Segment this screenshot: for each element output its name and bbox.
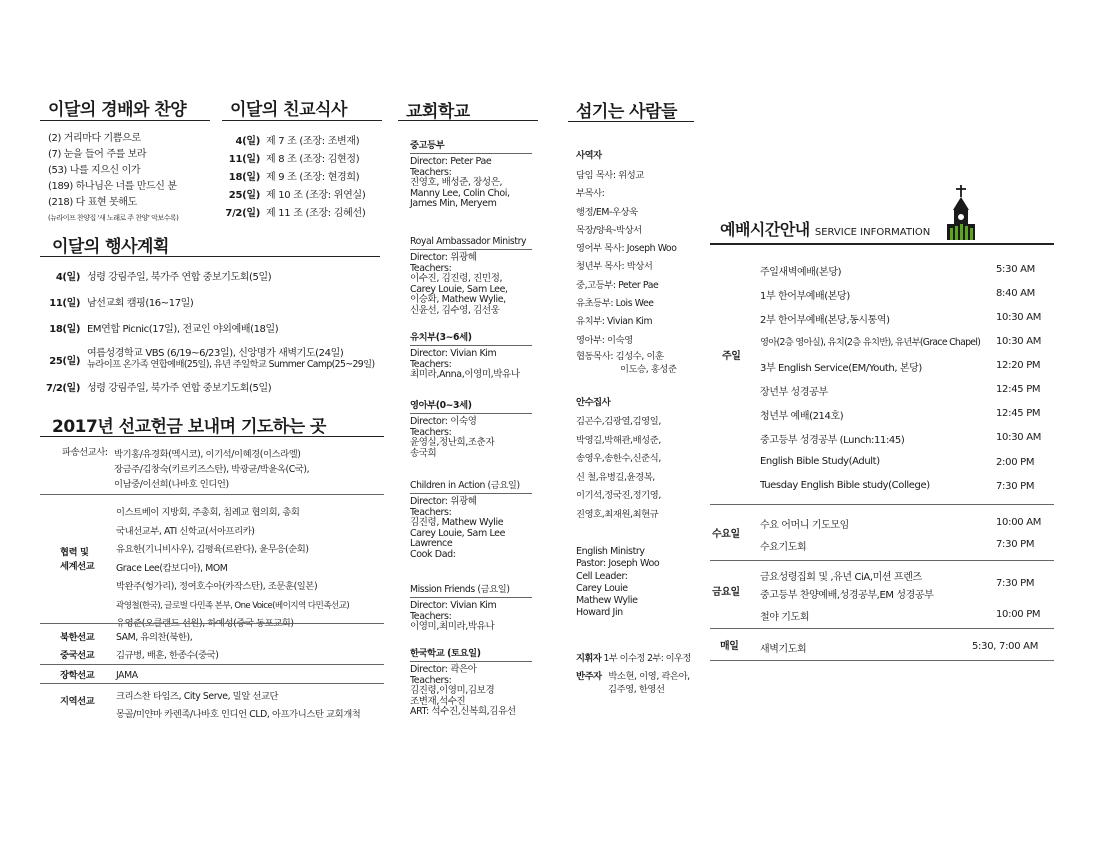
event-text: 뉴라이프 온가족 연합예배(25일), 유년 주일학교 Summer Camp(25~29일) [87,359,375,370]
em-line: Pastor: Joseph Woo [576,558,660,570]
event-text: 성령 강림주일, 북가주 연합 중보기도회(5일) [87,272,272,283]
events-rule [40,256,380,257]
mission-line: 이남중/이선희(나바호 인디언) [114,479,229,490]
school-line: Carey Louie, Sam Lee [410,527,506,539]
service-rule [710,243,1054,245]
school-dept-lines [410,497,505,561]
service-name: 3부 English Service(EM/Youth, 본당) [760,363,922,374]
fellowship-date: 18(일) [228,172,260,183]
school-line: Lawrence [410,538,453,550]
service-time: 2:00 PM [996,457,1035,468]
fellowship-row [222,169,365,187]
school-dept-name: Mission Friends (금요일) [410,584,510,595]
songbook-note: (뉴라이프 찬양집 '새 노래로 주 찬양' 악보수록) [48,214,179,222]
accompanist-value: 박소현, 이영, 곽은아, [608,671,690,682]
school-dept [410,648,532,718]
school-line: 윤영실,정난희,조춘자 [410,437,495,449]
service-time: 10:30 AM [996,432,1042,443]
mission-line: JAMA [116,670,138,681]
event-date: 11(일) [49,298,80,309]
event-row [40,294,375,320]
conductor-value: 1부 이수정 2부: 이우정 [603,653,691,664]
event-date: 7/2(일) [46,382,80,394]
school-line: Director: 위광혜 [410,496,477,507]
mission-line: 박완주(헝가리), 정여호수아(카작스탄), 조문훈(일본) [116,581,318,592]
school-line: Teachers: [410,166,452,178]
fellowship-group: 제 7 조 (조장: 조변재) [266,136,360,147]
school-line: 김진령,이영미,김보경 [410,685,495,697]
servants-title: 섬기는 사람들 [576,102,677,122]
school-title: 교회학교 [406,102,470,122]
school-line: 이수진, 김진령, 진민정, [410,273,503,285]
event-text: 성령 강림주일, 북가주 연합 중보기도회(5일) [87,382,272,394]
staff-line: 중,고등부: Peter Pae [576,279,659,291]
service-time: 12:20 PM [996,360,1041,371]
school-dept-name: 영아부(0~3세) [410,400,472,411]
fellowship-row [222,205,365,223]
song-item: (2) 거리마다 기쁨으로 [48,133,141,144]
friday-label: 금요일 [712,587,740,598]
mission-lines [114,447,309,492]
mission-divider [40,623,384,624]
school-line: 김진령, Mathew Wylie [410,517,504,529]
school-line: Director: Vivian Kim [410,348,497,359]
service-name: 수요 어머니 기도모임 [760,520,849,531]
service-divider [710,660,1054,661]
em-line: Howard Jin [576,607,623,619]
em-line: Cell Leader: [576,570,628,582]
event-text: EM연합 Picnic(17일), 전교인 야외예배(18일) [87,324,279,335]
event-text: 남선교회 캠핑(16~17일) [87,298,194,309]
mission-line: 곽영철(한국), 글로벌 다민족 본부, One Voice(베이지역 다민족선교) [116,600,350,611]
service-time: 5:30, 7:00 AM [972,641,1039,652]
elder-line: 이기석,정국진,정기영, [576,490,661,502]
service-time: 10:30 AM [996,312,1042,323]
fellowship-date: 25(일) [228,190,260,201]
mission-line: 크리스찬 타임즈, City Serve, 밀알 선교단 [116,691,279,702]
fellowship-group: 제 10 조 (조장: 위연실) [266,190,366,201]
service-divider [710,628,1054,629]
school-dept-name: Royal Ambassador Ministry [410,236,527,247]
school-line: 조변재,석수진 [410,695,466,707]
worship-song-list [48,131,177,211]
school-dept-divider [410,597,532,598]
school-dept-lines [410,253,508,317]
school-dept-lines [410,417,494,459]
school-line: 최미라,Anna,이영미,박유나 [410,369,520,381]
school-rule [398,120,538,121]
service-divider [710,504,1054,505]
school-dept-name: 유치부(3~6세) [410,332,472,343]
school-dept [410,480,532,584]
mission-label-line: 중국선교 [60,650,95,661]
service-name: 장년부 성경공부 [760,387,828,398]
mission-label: 파송선교사: [62,447,108,458]
staff-line: 부목사: [576,188,605,200]
mission-label: 장학선교 [60,670,95,681]
staff-line: 이도승, 홍성준 [620,363,677,375]
school-dept-lines [410,601,496,633]
song-item: (218) 다 표현 못해도 [48,197,137,208]
event-text: 여름성경학교 VBS (6/19~6/23일), 신앙명가 새벽기도(24일) [87,348,344,359]
mission-lines [116,629,218,665]
staff-line: 담임 목사: 위성교 [576,170,644,181]
mission-label-line: 세계선교 [60,561,95,572]
school-line: Teachers: [410,358,452,370]
staff-line: 청년부 목사: 박상서 [576,261,653,273]
school-line: Teachers: [410,426,452,438]
school-dept [410,584,532,648]
fellowship-row [222,187,365,205]
school-dept-divider [410,345,532,346]
service-time: 7:30 PM [996,578,1035,589]
elder-line: 진영호,최재원,최현규 [576,508,659,520]
school-dept-divider [410,249,532,250]
school-line: 진영호, 배성준, 장성은, [410,177,503,189]
service-time: 12:45 PM [996,408,1041,419]
school-line: Director: Peter Pae [410,156,492,167]
mission-line: 유영준(오클랜드 선원), 하예성(중국 동포교회) [116,618,294,629]
service-name: 주일새벽예배(본당) [760,267,842,278]
school-line: Teachers: [410,674,452,686]
school-line: James Min, Meryem [410,198,497,210]
school-dept-divider [410,153,532,154]
mission-label [60,629,94,665]
conductor-label: 지휘자 [576,653,602,664]
song-item: (189) 하나님은 너를 만드신 분 [48,181,177,192]
service-name: 중고등부 성경공부 (Lunch:11:45) [760,435,905,446]
school-dept-lines [410,665,516,718]
mission-divider [40,664,384,665]
daily-label: 매일 [720,641,739,652]
mission-line: 장금주/김창숙(키르키즈스탄), 박광균/박윤옥(C국), [114,464,310,475]
mission-line: 몽골/미얀마 카렌족/나바호 인디언 CLD, 아프가니스탄 교회개척 [116,709,361,720]
mission-label-line: 북한선교 [60,632,95,643]
em-line: English Ministry [576,546,645,557]
mission-label: 지역선교 [60,696,95,707]
sunday-label: 주일 [722,351,741,362]
school-line: Director: Vivian Kim [410,600,497,611]
worship-title: 이달의 경배와 찬양 [48,100,187,120]
school-line: 송국희 [410,447,437,459]
school-dept [410,236,532,332]
service-name: 철야 기도회 [760,612,810,623]
mission-line: 박기홍/유경화(멕시코), 이기석/이혜경(이스라엘) [114,449,301,460]
service-time: 5:30 AM [996,264,1036,275]
school-line: 신윤선, 김수영, 김선웅 [410,304,500,316]
school-line: Teachers: [410,610,452,622]
service-title-en: SERVICE INFORMATION [814,227,931,238]
school-line: Teachers: [410,506,452,518]
school-line: ART: 석수진,신복희,김유선 [410,706,516,718]
song-item: (53) 나를 지으신 이가 [48,165,141,176]
staff-line: 유치부: Vivian Kim [576,316,653,328]
event-row [40,268,375,294]
school-dept-name: 중고등부 [410,140,445,151]
staff-line: 영어부 목사: Joseph Woo [576,243,677,255]
mission-line: 유요한(기니비사우), 김평육(르완다), 윤무응(순회) [116,544,309,555]
english-ministry [576,546,659,620]
mission-line: 김규병, 배훈, 한종수(중국) [116,650,219,661]
fellowship-date: 11(일) [228,154,260,165]
worship-rule [40,120,210,121]
school-line: Teachers: [410,262,452,274]
service-time: 8:40 AM [996,288,1036,299]
fellowship-group: 제 11 조 (조장: 김혜선) [266,208,366,219]
events-table [40,268,375,398]
elder-line: 박영길,박해관,배성준, [576,434,661,446]
service-time: 10:00 PM [996,609,1041,620]
fellowship-group: 제 9 조 (조장: 현경희) [266,172,360,183]
school-line: Director: 이숙영 [410,416,477,427]
service-name: 금요성령집회 및 ,유년 CiA,미션 프렌즈 [760,572,922,583]
service-name: 중고등부 찬양예배,성경공부,EM 성경공부 [760,590,934,601]
mission-line: Grace Lee(캄보디아), MOM [116,562,228,574]
staff-line: 목장/양육-박상서 [576,224,642,236]
school-dept-divider [410,661,532,662]
event-date: 4(일) [55,272,80,283]
service-name: 영아(2층 영아실), 유치(2층 유치반), 유년부(Grace Chapel) [760,337,981,348]
accompanist-label: 반주자 [576,671,602,682]
elders-heading: 안수집사 [576,397,611,408]
service-name: 새벽기도회 [760,644,807,655]
fellowship-row [222,151,365,169]
fellowship-table [222,133,365,223]
school-line: Director: 곽은아 [410,664,477,675]
em-line: Carey Louie [576,582,628,594]
song-item: (7) 눈을 들어 주를 보라 [48,149,147,160]
service-time: 10:00 AM [996,517,1042,528]
mission-line: 국내선교부, ATI 신학교(서아프리카) [116,525,255,537]
service-time: 7:30 PM [996,539,1035,550]
accompanist-line: 김주영, 한영선 [608,684,665,695]
staff-line: 영아부: 이숙영 [576,334,633,346]
event-row [40,344,375,374]
service-name: Tuesday English Bible study(College) [760,480,930,491]
accompanist-row [576,671,690,682]
missions-rule [40,436,384,437]
staff-line: 행정/EM-우상욱 [576,206,638,218]
conductor-row [576,653,691,664]
school-line: Carey Louie, Sam Lee, [410,283,508,295]
service-name: 수요기도회 [760,542,807,553]
school-dept-lines [410,349,520,381]
elder-line: 신 철,유병길,윤경복, [576,471,655,483]
school-line: Director: 위광혜 [410,252,477,263]
mission-divider [40,683,384,684]
school-dept-divider [410,413,532,414]
school-dept-lines [410,157,510,210]
school-line: 이승화, Mathew Wylie, [410,294,506,306]
elder-line: 김곤수,김광열,김영일, [576,416,661,427]
mission-line: 이스트베이 지방회, 주총회, 침례교 협의회, 총회 [116,507,300,518]
mission-lines [116,504,349,634]
event-row [40,320,375,344]
mission-lines [116,688,360,724]
school-dept [410,400,532,480]
missions-title: 2017년 선교헌금 보내며 기도하는 곳 [52,417,326,437]
elder-line: 송영우,송한수,신준식, [576,453,661,465]
school-dept-name: 한국학교 (토요일) [410,648,481,659]
event-date: 18(일) [49,324,80,335]
staff-heading: 사역자 [576,150,602,161]
elders-list [576,413,661,525]
school-dept-divider [410,493,532,494]
fellowship-date: 4(일) [235,136,260,147]
staff-line: 협동목사: 김성수, 이훈 [576,350,664,362]
servants-rule [568,121,694,122]
school-line: Manny Lee, Colin Choi, [410,187,510,199]
event-row [40,374,375,398]
service-name: 청년부 예배(214호) [760,411,844,422]
church-icon [943,184,979,242]
wednesday-label: 수요일 [712,529,740,540]
school-dept [410,332,532,400]
events-title: 이달의 행사계획 [52,237,169,257]
em-line: Mathew Wylie [576,595,638,607]
mission-label [60,546,94,574]
school-dept [410,140,532,236]
service-time: 12:45 PM [996,384,1041,395]
staff-line: 유초등부: Lois Wee [576,298,654,310]
mission-label-line: 협력 및 [60,547,89,558]
fellowship-row [222,133,365,151]
school-line: 이영미,최미라,박유나 [410,621,495,633]
service-time: 7:30 PM [996,481,1035,492]
service-name: 2부 한어부예배(본당,동시통역) [760,315,890,326]
school-dept-name: Children in Action (금요일) [410,480,520,491]
fellowship-rule [222,120,382,121]
event-date: 25(일) [49,355,80,367]
school-dept-list [410,140,532,718]
fellowship-group: 제 8 조 (조장: 김현정) [266,154,360,165]
mission-line: SAM, 유의찬(북한), [116,632,193,643]
staff-list [576,167,677,376]
service-time: 10:30 AM [996,336,1042,347]
fellowship-date: 7/2(일) [225,208,260,219]
school-line: Cook Dad: [410,548,456,560]
service-divider [710,560,1054,561]
service-name: English Bible Study(Adult) [760,456,880,467]
service-title-row [720,217,930,240]
service-name: 1부 한어부예배(본당) [760,291,850,302]
service-title: 예배시간안내 [720,220,810,239]
fellowship-title: 이달의 친교식사 [230,100,347,120]
mission-divider [40,494,384,495]
